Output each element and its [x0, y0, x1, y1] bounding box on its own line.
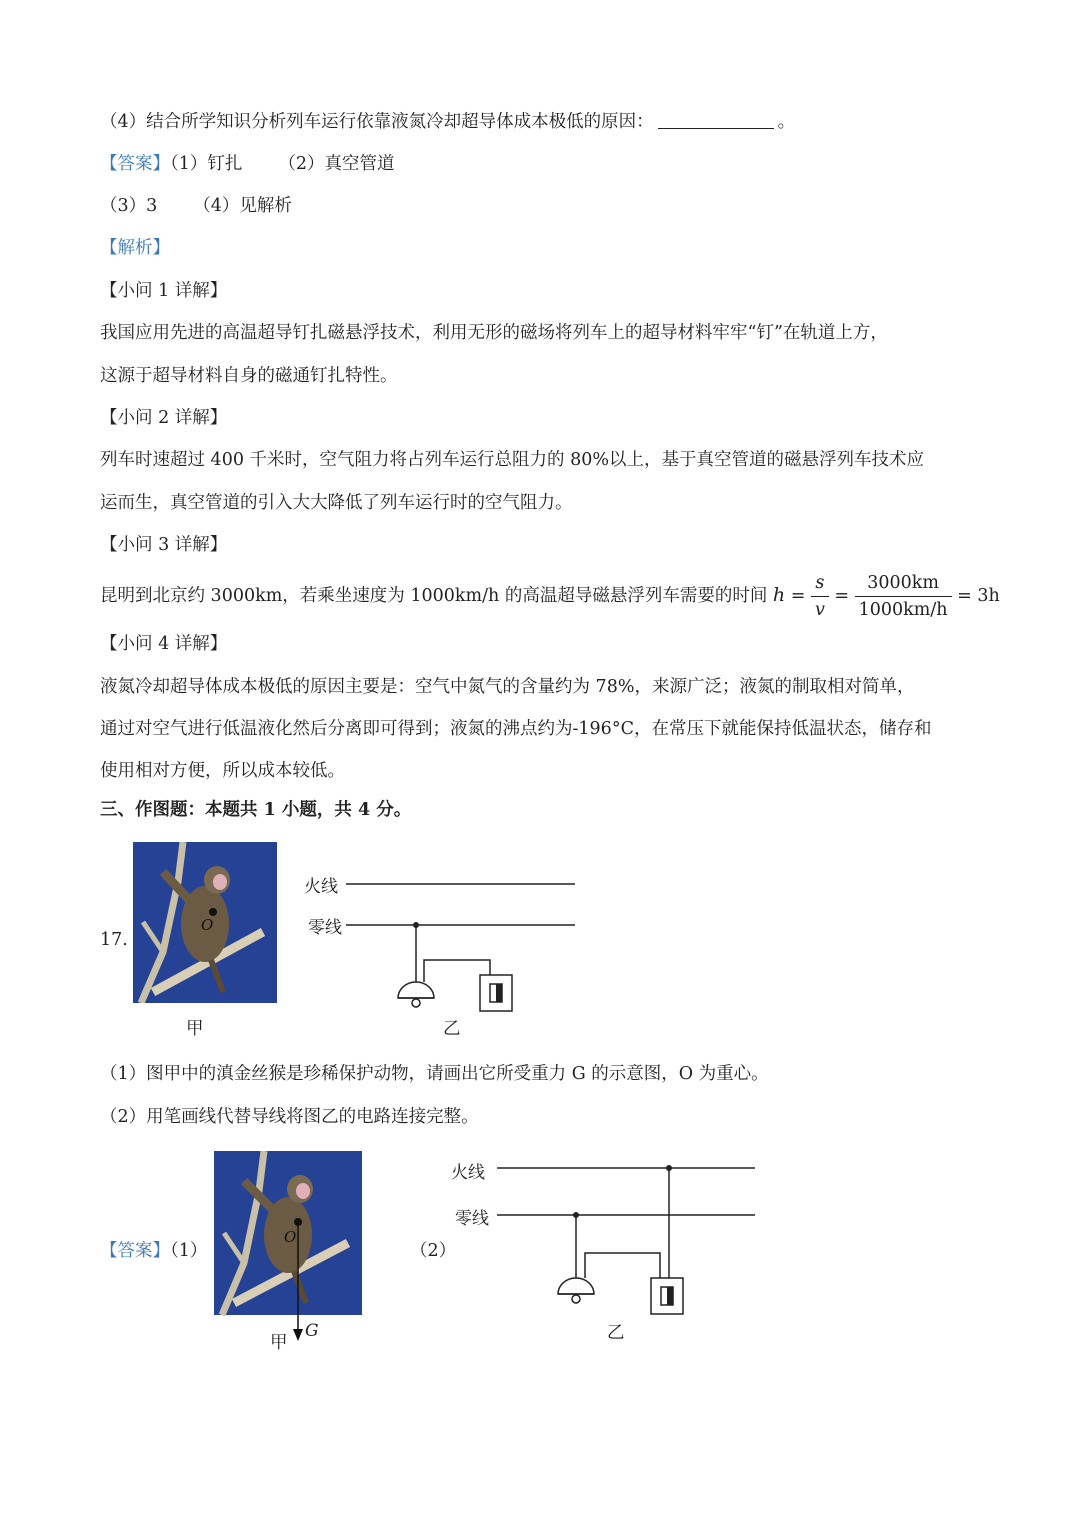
sub1-line-1: 我国应用先进的高温超导钉扎磁悬浮技术，利用无形的磁场将列车上的超导材料牢牢“钉”在轨道上方，: [100, 323, 888, 343]
neutral-wire-label-answer: 零线: [455, 1209, 489, 1229]
answer-tag: 【答案】: [100, 154, 170, 174]
answer-2: （2）真空管道: [278, 154, 395, 174]
fraction-numerator: 3000km: [855, 570, 952, 597]
analysis-tag: 【解析】: [100, 238, 170, 258]
sub3-text: 昆明到北京约 3000km，若乘坐速度为 1000km/h 的高温超导磁悬浮列车需要的时间: [100, 586, 768, 606]
answer-blank: [658, 110, 774, 129]
fraction-denominator: 1000km/h: [858, 600, 948, 620]
fire-wire-label: 火线: [304, 877, 338, 897]
answer-3: （3）3: [100, 196, 158, 216]
center-of-gravity-label-answer: O: [284, 1228, 297, 1246]
sub2-title: 【小问 2 详解】: [100, 408, 228, 428]
center-of-gravity-label: O: [201, 916, 214, 934]
formula-eq-1: =: [785, 586, 811, 606]
circuit-diagram-answer: [445, 1150, 765, 1325]
answer-1: （1）钉扎: [170, 154, 243, 174]
sub4-title: 【小问 4 详解】: [100, 634, 228, 654]
question-17-number: 17.: [100, 930, 128, 950]
fraction-distance-over-speed: [855, 570, 952, 623]
fraction-s: s: [811, 570, 829, 597]
neutral-wire-label: 零线: [308, 918, 342, 938]
sub4-line-1: 液氮冷却超导体成本极低的原因主要是：空气中氮气的含量约为 78%，来源广泛；液氮的制取相对简单，: [100, 677, 915, 697]
lamp-icon-answer: [558, 1278, 594, 1294]
question-4-end: 。: [777, 112, 796, 132]
formula-result: = 3h: [951, 586, 1000, 606]
sub3-title: 【小问 3 详解】: [100, 535, 228, 555]
figure-label-jia-answer: 甲: [270, 1333, 288, 1353]
answer-4: （4）见解析: [193, 196, 292, 216]
fire-wire-label-answer: 火线: [451, 1163, 485, 1183]
sub4-line-3: 使用相对方便，所以成本较低。: [100, 761, 345, 781]
answer-line-1: [100, 152, 395, 176]
formula-eq-2: =: [828, 586, 855, 606]
lamp-icon: [398, 982, 434, 998]
sub3-line: [100, 568, 1000, 623]
sub1-title: 【小问 1 详解】: [100, 281, 228, 301]
fraction-s-over-v: [811, 570, 829, 623]
fraction-v: v: [814, 600, 825, 620]
monkey-photo: [133, 842, 277, 1003]
answer-17-part-2: （2）: [410, 1241, 457, 1261]
question-4: [100, 110, 795, 134]
figure-label-yi-answer: 乙: [607, 1323, 625, 1343]
question-4-text: （4）结合所学知识分析列车运行依靠液氮冷却超导体成本极低的原因：: [100, 112, 654, 132]
sub2-line-1: 列车时速超过 400 千米时，空气阻力将占列车运行总阻力的 80%以上，基于真空管道的磁悬浮列车技术应: [100, 450, 924, 470]
answer-17-line: [100, 1239, 207, 1263]
question-17-part-2: （2）用笔画线代替导线将图乙的电路连接完整。: [100, 1107, 479, 1127]
answer-17-tag: 【答案】: [100, 1241, 170, 1261]
arrow-down-icon: [293, 1329, 303, 1341]
gravity-arrow: [288, 1219, 328, 1347]
section-3-heading: 三、作图题：本题共 1 小题，共 4 分。: [100, 800, 412, 820]
formula-h: h: [772, 584, 786, 606]
figure-label-yi: 乙: [443, 1019, 461, 1039]
answer-line-2: [100, 194, 292, 218]
sub2-line-2: 运而生，真空管道的引入大大降低了列车运行时的空气阻力。: [100, 493, 573, 513]
sub1-line-2: 这源于超导材料自身的磁通钉扎特性。: [100, 366, 398, 386]
question-17-part-1: （1）图甲中的滇金丝猴是珍稀保护动物，请画出它所受重力 G 的示意图，O 为重心。: [100, 1064, 769, 1084]
gravity-label: G: [305, 1321, 319, 1341]
sub4-line-2: 通过对空气进行低温液化然后分离即可得到；液氮的沸点约为-196°C，在常压下就能保持低温状态，储存和: [100, 719, 932, 739]
figure-label-jia: 甲: [186, 1019, 204, 1039]
answer-17-part-1: （1）: [170, 1241, 208, 1261]
